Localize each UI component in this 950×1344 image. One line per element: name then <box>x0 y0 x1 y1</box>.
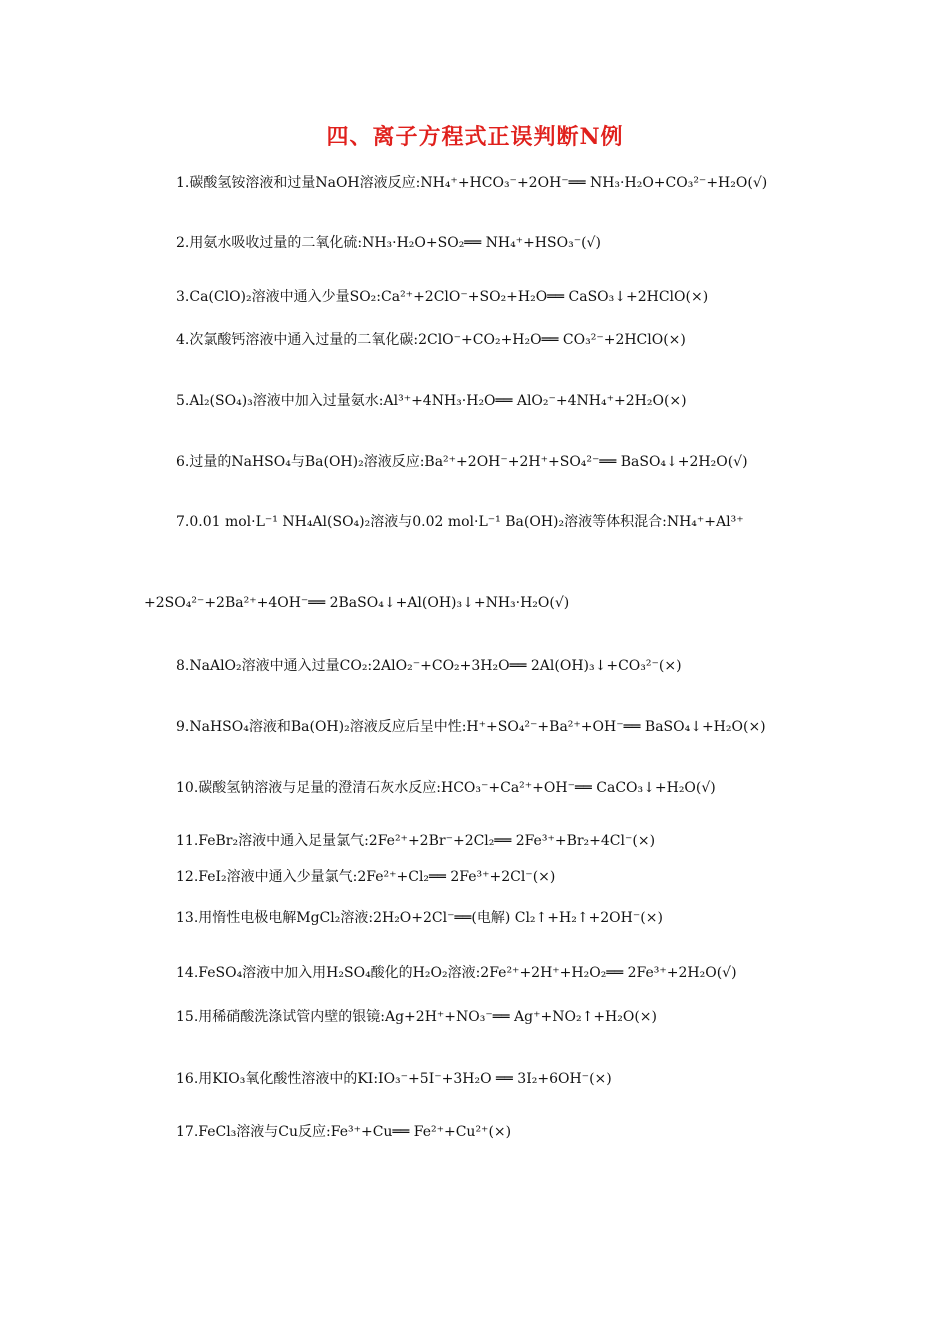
item-12: 12.FeI₂溶液中通入少量氯气:2Fe²⁺+Cl₂══ 2Fe³⁺+2Cl⁻(×) <box>176 869 556 885</box>
item-8: 8.NaAlO₂溶液中通入过量CO₂:2AlO₂⁻+CO₂+3H₂O══ 2Al(OH)₃↓+CO₃²⁻(×) <box>176 658 682 674</box>
item-6: 6.过量的NaHSO₄与Ba(OH)₂溶液反应:Ba²⁺+2OH⁻+2H⁺+SO₄²⁻══ BaSO₄↓+2H₂O(√) <box>176 454 748 470</box>
item-14: 14.FeSO₄溶液中加入用H₂SO₄酸化的H₂O₂溶液:2Fe²⁺+2H⁺+H₂O₂══ 2Fe³⁺+2H₂O(√) <box>176 965 737 981</box>
item-5: 5.Al₂(SO₄)₃溶液中加入过量氨水:Al³⁺+4NH₃·H₂O══ AlO₂⁻+4NH₄⁺+2H₂O(×) <box>176 393 687 409</box>
item-17: 17.FeCl₃溶液与Cu反应:Fe³⁺+Cu══ Fe²⁺+Cu²⁺(×) <box>176 1124 512 1140</box>
page-title: 四、离子方程式正误判断N例 <box>326 124 624 150</box>
item-7-continued: +2SO₄²⁻+2Ba²⁺+4OH⁻══ 2BaSO₄↓+Al(OH)₃↓+NH₃·H₂O(√) <box>144 595 570 611</box>
item-7: 7.0.01 mol·L⁻¹ NH₄Al(SO₄)₂溶液与0.02 mol·L⁻¹ Ba(OH)₂溶液等体积混合:NH₄⁺+Al³⁺ <box>176 514 744 530</box>
item-16: 16.用KIO₃氧化酸性溶液中的KI:IO₃⁻+5I⁻+3H₂O ══ 3I₂+6OH⁻(×) <box>176 1071 612 1087</box>
item-9: 9.NaHSO₄溶液和Ba(OH)₂溶液反应后呈中性:H⁺+SO₄²⁻+Ba²⁺+OH⁻══ BaSO₄↓+H₂O(×) <box>176 719 766 735</box>
item-10: 10.碳酸氢钠溶液与足量的澄清石灰水反应:HCO₃⁻+Ca²⁺+OH⁻══ CaCO₃↓+H₂O(√) <box>176 780 716 796</box>
item-15: 15.用稀硝酸洗涤试管内壁的银镜:Ag+2H⁺+NO₃⁻══ Ag⁺+NO₂↑+H₂O(×) <box>176 1009 658 1025</box>
item-4: 4.次氯酸钙溶液中通入过量的二氧化碳:2ClO⁻+CO₂+H₂O══ CO₃²⁻+2HClO(×) <box>176 332 686 348</box>
item-1: 1.碳酸氢铵溶液和过量NaOH溶液反应:NH₄⁺+HCO₃⁻+2OH⁻══ NH₃·H₂O+CO₃²⁻+H₂O(√) <box>176 175 768 191</box>
item-2: 2.用氨水吸收过量的二氧化硫:NH₃·H₂O+SO₂══ NH₄⁺+HSO₃⁻(√) <box>176 235 601 251</box>
item-11: 11.FeBr₂溶液中通入足量氯气:2Fe²⁺+2Br⁻+2Cl₂══ 2Fe³⁺+Br₂+4Cl⁻(×) <box>176 833 656 849</box>
item-3: 3.Ca(ClO)₂溶液中通入少量SO₂:Ca²⁺+2ClO⁻+SO₂+H₂O══ CaSO₃↓+2HClO(×) <box>176 289 709 305</box>
item-13: 13.用惰性电极电解MgCl₂溶液:2H₂O+2Cl⁻══(电解) Cl₂↑+H₂↑+2OH⁻(×) <box>176 910 663 926</box>
